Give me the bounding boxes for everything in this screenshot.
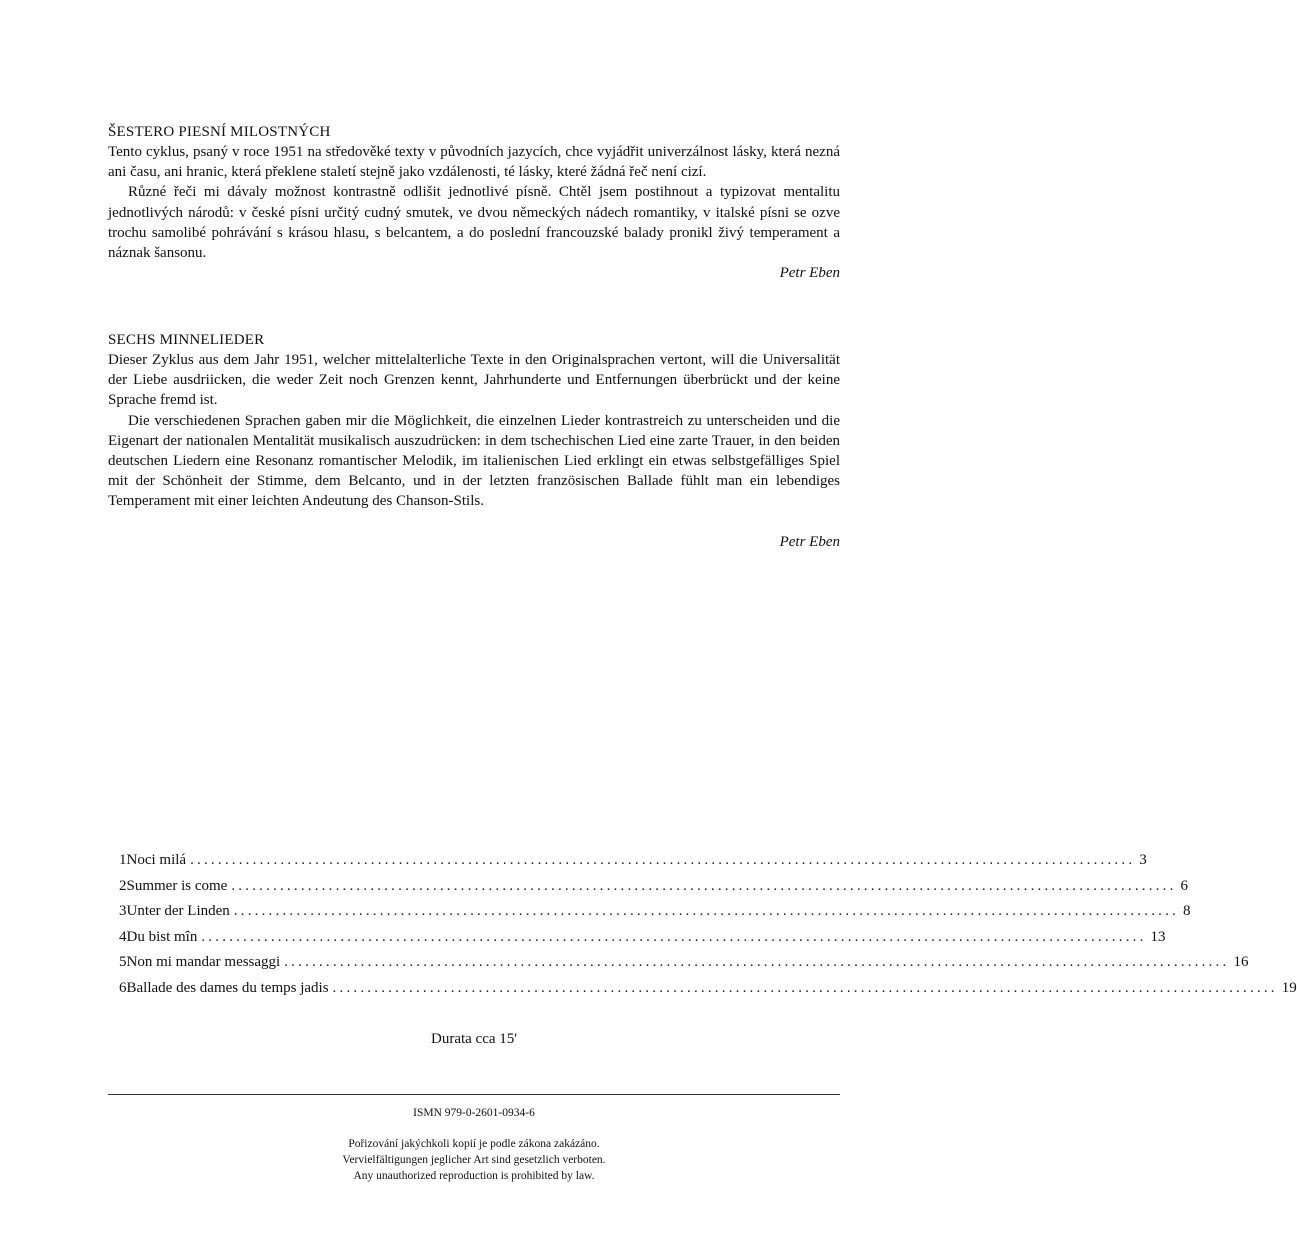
toc-leader-dots: ........................................................................................................................................ [231,877,1177,894]
toc-leader-dots: ........................................................................................................................................ [233,903,1179,920]
toc-item-title: Unter der Linden [126,903,230,920]
copyright-notice [108,1136,840,1184]
toc-item-number: 5 [119,954,127,971]
copyright-notice-czech: Pořizování jakýchkoli kopií je podle zákona zakázáno. [348,1138,600,1150]
duration-note: Durata cca 15' [431,1031,517,1047]
toc-item [108,901,1191,927]
german-signature: Petr Eben [779,533,840,550]
toc-item [108,952,1249,978]
footer-divider [108,1094,840,1095]
toc-item-page: 8 [1183,903,1191,920]
toc-item [108,927,1166,953]
czech-paragraph-1: Tento cyklus, psaný v roce 1951 na středověké texty v původních jazycích, chce vyjádřit univerzálnost lásky, která nezná ani času, ani hranic, která překlene staletí stejně jako vzdálenosti, té lásky, které žádná řeč není cizí. [108,144,840,181]
toc-leader-dots: ........................................................................................................................................ [332,979,1278,996]
toc-item [108,876,1189,902]
table-of-contents [108,850,1297,1004]
toc-leader-dots: ........................................................................................................................................ [201,928,1147,945]
german-paragraph-1: Dieser Zyklus aus dem Jahr 1951, welcher mittelalterliche Texte in den Originalsprachen vertont, will die Universalität der Liebe ausdriicken, die weder Zeit noch Grenzen kennt, Jahrhunderte und Entfernungen überbrückt und der keine Sprache fremd ist. [108,352,840,409]
czech-paragraph-2: Různé řeči mi dávaly možnost kontrastně odlišit jednotlivé písně. Chtěl jsem postihnout a typizovat mentalitu jednotlivých národů: v české písni určitý cudný smutek, ve dvou německých nádech romantiky, v italské písni se ozve trochu samolibé pohrávání s krásou hlasu, s belcantem, a do poslední francouzské balady pronikl živý temperament a náznak šansonu. [108,184,840,262]
toc-item-title: Du bist mîn [126,928,198,945]
german-paragraph-2: Die verschiedenen Sprachen gaben mir die Möglichkeit, die einzelnen Lieder kontrastreich zu unterscheiden und die Eigenart der nationalen Mentalität musikalisch auszudrücken: in dem tschechischen Lied eine zarte Trauer, in den beiden deutschen Liedern eine Resonanz romantischer Melodik, im italienischen Lied erklingt ein etwas selbstgefälliges Spiel mit der Schönheit der Stimme, dem Belcanto, und in der letzten französischen Ballade fühlt man ein lebendiges Temperament mit einer leichten Andeutung des Chanson-Stils. [108,412,840,510]
toc-item-page: 19 [1281,979,1297,996]
copyright-notice-german: Vervielfältigungen jeglicher Art sind gesetzlich verboten. [342,1154,606,1166]
toc-item-number: 3 [119,903,127,920]
toc-item-title: Summer is come [126,877,228,894]
german-section [108,330,840,552]
toc-item-number: 1 [119,852,127,868]
toc-leader-dots: ........................................................................................................................................ [284,954,1230,971]
toc-item-title: Noci milá [126,852,187,868]
toc-item-title: Ballade des dames du temps jadis [126,979,329,996]
copyright-notice-english: Any unauthorized reproduction is prohibited by law. [353,1170,595,1182]
toc-item-number: 4 [119,928,127,945]
toc-item-page: 6 [1180,877,1189,894]
toc-item-page: 13 [1150,928,1166,945]
czech-heading: ŠESTERO PIESNÍ MILOSTNÝCH [108,124,331,140]
toc-item-number: 2 [119,877,127,894]
toc-item-page: 16 [1233,954,1249,971]
german-heading: SECHS MINNELIEDER [108,332,265,348]
toc-item [108,850,1147,876]
ismn-number: ISMN 979-0-2601-0934-6 [413,1107,535,1119]
czech-section [108,122,840,283]
toc-item [108,978,1297,1004]
toc-item-number: 6 [119,979,127,996]
czech-signature: Petr Eben [779,265,840,282]
toc-leader-dots: ........................................................................................................................................ [190,852,1136,868]
toc-item-title: Non mi mandar messaggi [126,954,281,971]
toc-item-page: 3 [1139,852,1147,868]
